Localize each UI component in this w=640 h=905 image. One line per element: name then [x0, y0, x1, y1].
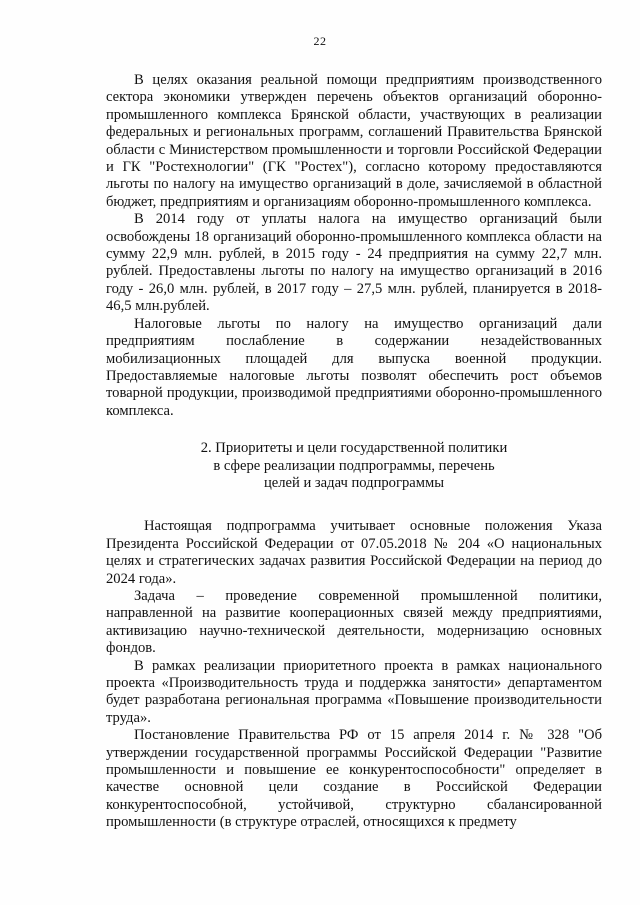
spacer [106, 492, 602, 518]
section-heading-line: в сфере реализации подпрограммы, перечень [213, 457, 495, 474]
section-heading-line: 2. Приоритеты и цели государственной политики [200, 440, 508, 457]
paragraph-tax-exemption-figures: В 2014 году от уплаты налога на имущество организаций были освобождены 18 организаций оборонно-промышленного комплекса области на сумму 22,9 млн. рублей, в 2015 году - 24 предприятия на сумму 22,7 млн. рублей. Предоставлены льготы по налогу на имущество организаций в 2016 году - 26,0 млн. рублей, в 2017 году – 27,5 млн. рублей, планируется в 2018- 46,5 млн.рублей. [106, 211, 602, 315]
paragraph-productivity-project: В рамках реализации приоритетного проекта в рамках национального проекта «Производительность труда и поддержка занятости» департаментом будет разработана региональная программа «Повышение производительности труда». [106, 657, 602, 726]
section-heading-line: целей и задач подпрограммы [263, 474, 445, 491]
page-number: 22 [313, 34, 327, 48]
paragraph-tax-benefits-effect: Налоговые льготы по налогу на имущество организаций дали предприятиям послабление в содержании незадействованных мобилизационных площадей для выпуска военной продукции. Предоставляемые налоговые льготы позволят обеспечить рост объемов товарной продукции, производимой предприятиями оборонно-промышленного комплекса. [106, 315, 602, 419]
section-heading [106, 440, 602, 492]
paragraph-government-resolution: Постановление Правительства РФ от 15 апреля 2014 г. № 328 "Об утверждении государственной программы Российской Федерации "Развитие промышленности и повышение ее конкурентоспособности" определяет в качестве основной цели создание в Российской Федерации конкурентоспособной, устойчивой, структурно сбалансированной промышленности (в структуре отраслей, относящихся к предмету [106, 727, 602, 831]
document-body [106, 72, 602, 832]
paragraph-industrial-policy-task: Задача – проведение современной промышленной политики, направленной на развитие кооперационных связей между предприятиями, активизацию научно-технической деятельности, модернизацию основных фондов. [106, 587, 602, 657]
paragraph-presidential-decree: Настоящая подпрограмма учитывает основные положения Указа Президента Российской Федерации от 07.05.2018 № 204 «О национальных целях и стратегических задачах развития Российской Федерации на период до 2024 года». [106, 518, 602, 587]
paragraph-defense-property-list: В целях оказания реальной помощи предприятиям производственного сектора экономики утвержден перечень объектов организаций оборонно-промышленного комплекса Брянской области, участвующих в реализации федеральных и региональных программ, соглашений Правительства Брянской области с Министерством промышленности и торговли Российской Федерации и ГК "Ростехнологии" (ГК "Ростех"), согласно которому предоставляются льготы по налогу на имущество организаций в доле, зачисляемой в областной бюджет, предприятиям и организациям оборонно-промышленного комплекса. [106, 72, 602, 210]
